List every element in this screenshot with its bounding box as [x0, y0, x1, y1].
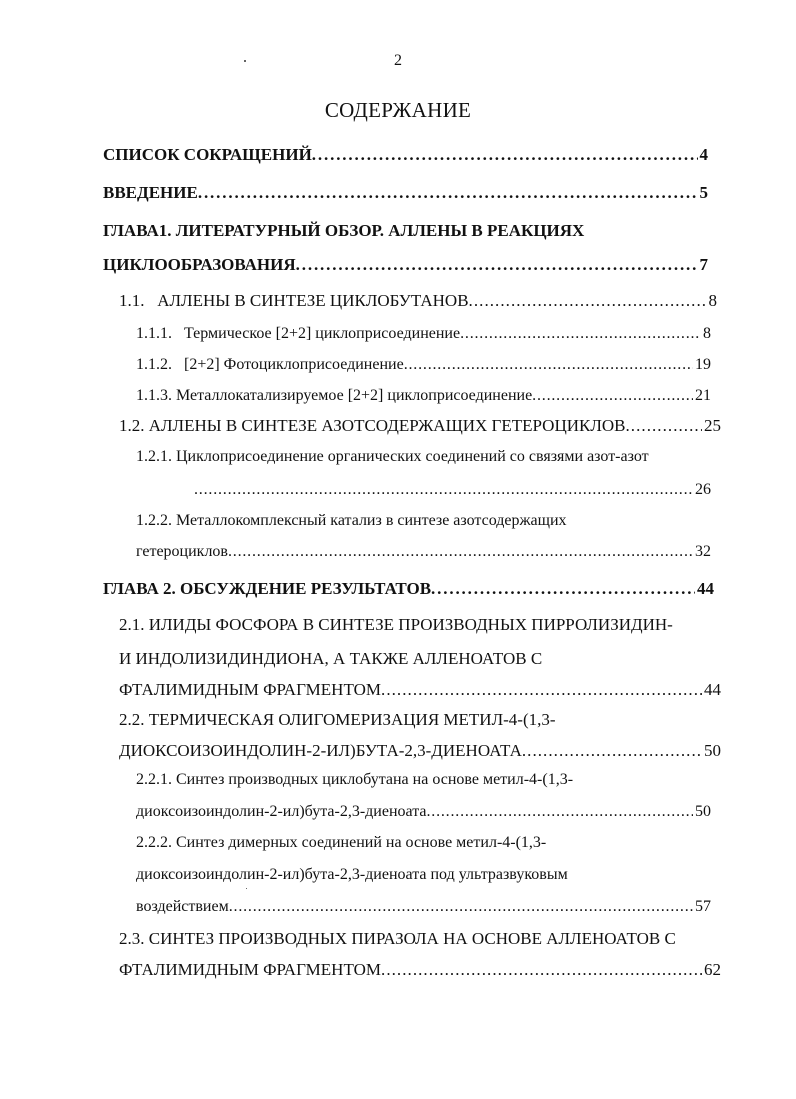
toc-leader	[312, 145, 698, 165]
toc-entry-page: 25	[704, 416, 721, 435]
toc-entry-title-line: 2.2.1. Синтез производных циклобутана на основе метил-4-(1,3-	[136, 771, 574, 788]
toc-entry-title: диоксоизоиндолин-2-ил)бута-2,3-диеноата	[136, 803, 427, 820]
toc-entry-page: 57	[695, 898, 711, 915]
toc-entry-title-line: 2.2. ТЕРМИЧЕСКАЯ ОЛИГОМЕРИЗАЦИЯ МЕТИЛ-4-(1,3-	[119, 710, 556, 729]
toc-entry[interactable]	[103, 579, 714, 599]
toc-entry-page: 44	[697, 579, 714, 598]
toc-entry-title-line: 1.2.1. Циклоприсоединение органических соединений со связями азот-азот	[136, 448, 649, 465]
toc-entry-title: ВВЕДЕНИЕ	[103, 183, 198, 202]
toc-leader	[404, 356, 693, 374]
toc-entry-page: 50	[704, 741, 721, 760]
toc-leader	[381, 960, 702, 980]
toc-entry-title-line: 2.2.2. Синтез димерных соединений на основе метил-4-(1,3-	[136, 834, 547, 851]
toc-entry-page: 4	[699, 145, 708, 164]
toc-entry-page: 26	[695, 481, 711, 498]
toc-entry-title: ЦИКЛООБРАЗОВАНИЯ	[103, 255, 296, 274]
toc-entry[interactable]	[103, 183, 708, 203]
toc-entry-page: 62	[704, 960, 721, 979]
toc-entry-title-line: 2.3. СИНТЕЗ ПРОИЗВОДНЫХ ПИРАЗОЛА НА ОСНОВЕ АЛЛЕНОАТОВ С	[119, 929, 676, 948]
toc-leader	[532, 387, 693, 405]
toc-leader	[228, 543, 693, 561]
toc-entry-title: 1.1. АЛЛЕНЫ В СИНТЕЗЕ ЦИКЛОБУТАНОВ	[119, 291, 469, 310]
toc-entry[interactable]	[194, 481, 711, 499]
toc-entry[interactable]	[119, 416, 721, 436]
toc-entry-title: СПИСОК СОКРАЩЕНИЙ	[103, 145, 312, 164]
scan-speck	[246, 888, 247, 889]
toc-leader	[431, 579, 695, 599]
toc-entry-page: 44	[704, 680, 721, 699]
toc-entry-page: 21	[695, 387, 711, 404]
toc-entry-title: 1.1.2. [2+2] Фотоциклоприсоединение	[136, 356, 404, 373]
toc-leader	[381, 680, 702, 700]
toc-entry-title-line: диоксоизоиндолин-2-ил)бута-2,3-диеноата под ультразвуковым	[136, 866, 568, 883]
toc-leader	[626, 416, 703, 436]
toc-entry[interactable]	[103, 145, 708, 165]
toc-entry[interactable]	[119, 291, 717, 311]
toc-entry-title: ГЛАВА 2. ОБСУЖДЕНИЕ РЕЗУЛЬТАТОВ	[103, 579, 432, 598]
toc-entry-page: 50	[695, 803, 711, 820]
page-title: СОДЕРЖАНИЕ	[324, 98, 472, 122]
toc-entry-page: 19	[695, 356, 711, 373]
toc-leader	[296, 255, 698, 275]
toc-entry[interactable]	[136, 898, 711, 916]
toc-entry[interactable]	[103, 255, 708, 275]
toc-entry[interactable]	[136, 356, 711, 374]
toc-entry-page: 8	[708, 291, 717, 310]
toc-entry-title: 1.2. АЛЛЕНЫ В СИНТЕЗЕ АЗОТСОДЕРЖАЩИХ ГЕТЕРОЦИКЛОВ	[119, 416, 626, 435]
toc-leader	[460, 325, 701, 343]
toc-leader	[426, 803, 693, 821]
toc-entry-title: ДИОКСОИЗОИНДОЛИН-2-ИЛ)БУТА-2,3-ДИЕНОАТА	[119, 741, 522, 760]
toc-leader	[469, 291, 707, 311]
toc-entry-title: ФТАЛИМИДНЫМ ФРАГМЕНТОМ	[119, 960, 382, 979]
toc-entry-title: гетероциклов	[136, 543, 228, 560]
toc-entry-title-line: И ИНДОЛИЗИДИНДИОНА, А ТАКЖЕ АЛЛЕНОАТОВ С	[119, 649, 543, 668]
toc-entry[interactable]	[119, 680, 721, 700]
toc-leader	[198, 183, 698, 203]
toc-leader	[229, 898, 693, 916]
toc-entry-title-line: 2.1. ИЛИДЫ ФОСФОРА В СИНТЕЗЕ ПРОИЗВОДНЫХ ПИРРОЛИЗИДИН-	[119, 615, 673, 634]
toc-entry-title-line: ГЛАВА1. ЛИТЕРАТУРНЫЙ ОБЗОР. АЛЛЕНЫ В РЕАКЦИЯХ	[103, 221, 585, 240]
toc-entry[interactable]	[136, 543, 711, 561]
toc-entry-title-line: 1.2.2. Металлокомплексный катализ в синтезе азотсодержащих	[136, 512, 567, 529]
toc-entry-page: 8	[703, 325, 711, 342]
toc-leader	[522, 741, 702, 761]
toc-entry-page: 32	[695, 543, 711, 560]
toc-entry[interactable]	[119, 960, 721, 980]
toc-leader	[194, 481, 693, 499]
toc-entry-page: 5	[699, 183, 708, 202]
toc-entry-title: ФТАЛИМИДНЫМ ФРАГМЕНТОМ	[119, 680, 382, 699]
toc-entry[interactable]	[119, 741, 721, 761]
page-number: 2	[394, 52, 402, 69]
toc-entry-title: 1.1.3. Металлокатализируемое [2+2] циклоприсоединение	[136, 387, 533, 404]
toc-entry[interactable]	[136, 387, 711, 405]
toc-entry[interactable]	[136, 325, 711, 343]
toc-entry-page: 7	[699, 255, 708, 274]
toc-entry[interactable]	[136, 803, 711, 821]
toc-entry-title: воздействием	[136, 898, 229, 915]
toc-entry-title: 1.1.1. Термическое [2+2] циклоприсоединение	[136, 325, 461, 342]
